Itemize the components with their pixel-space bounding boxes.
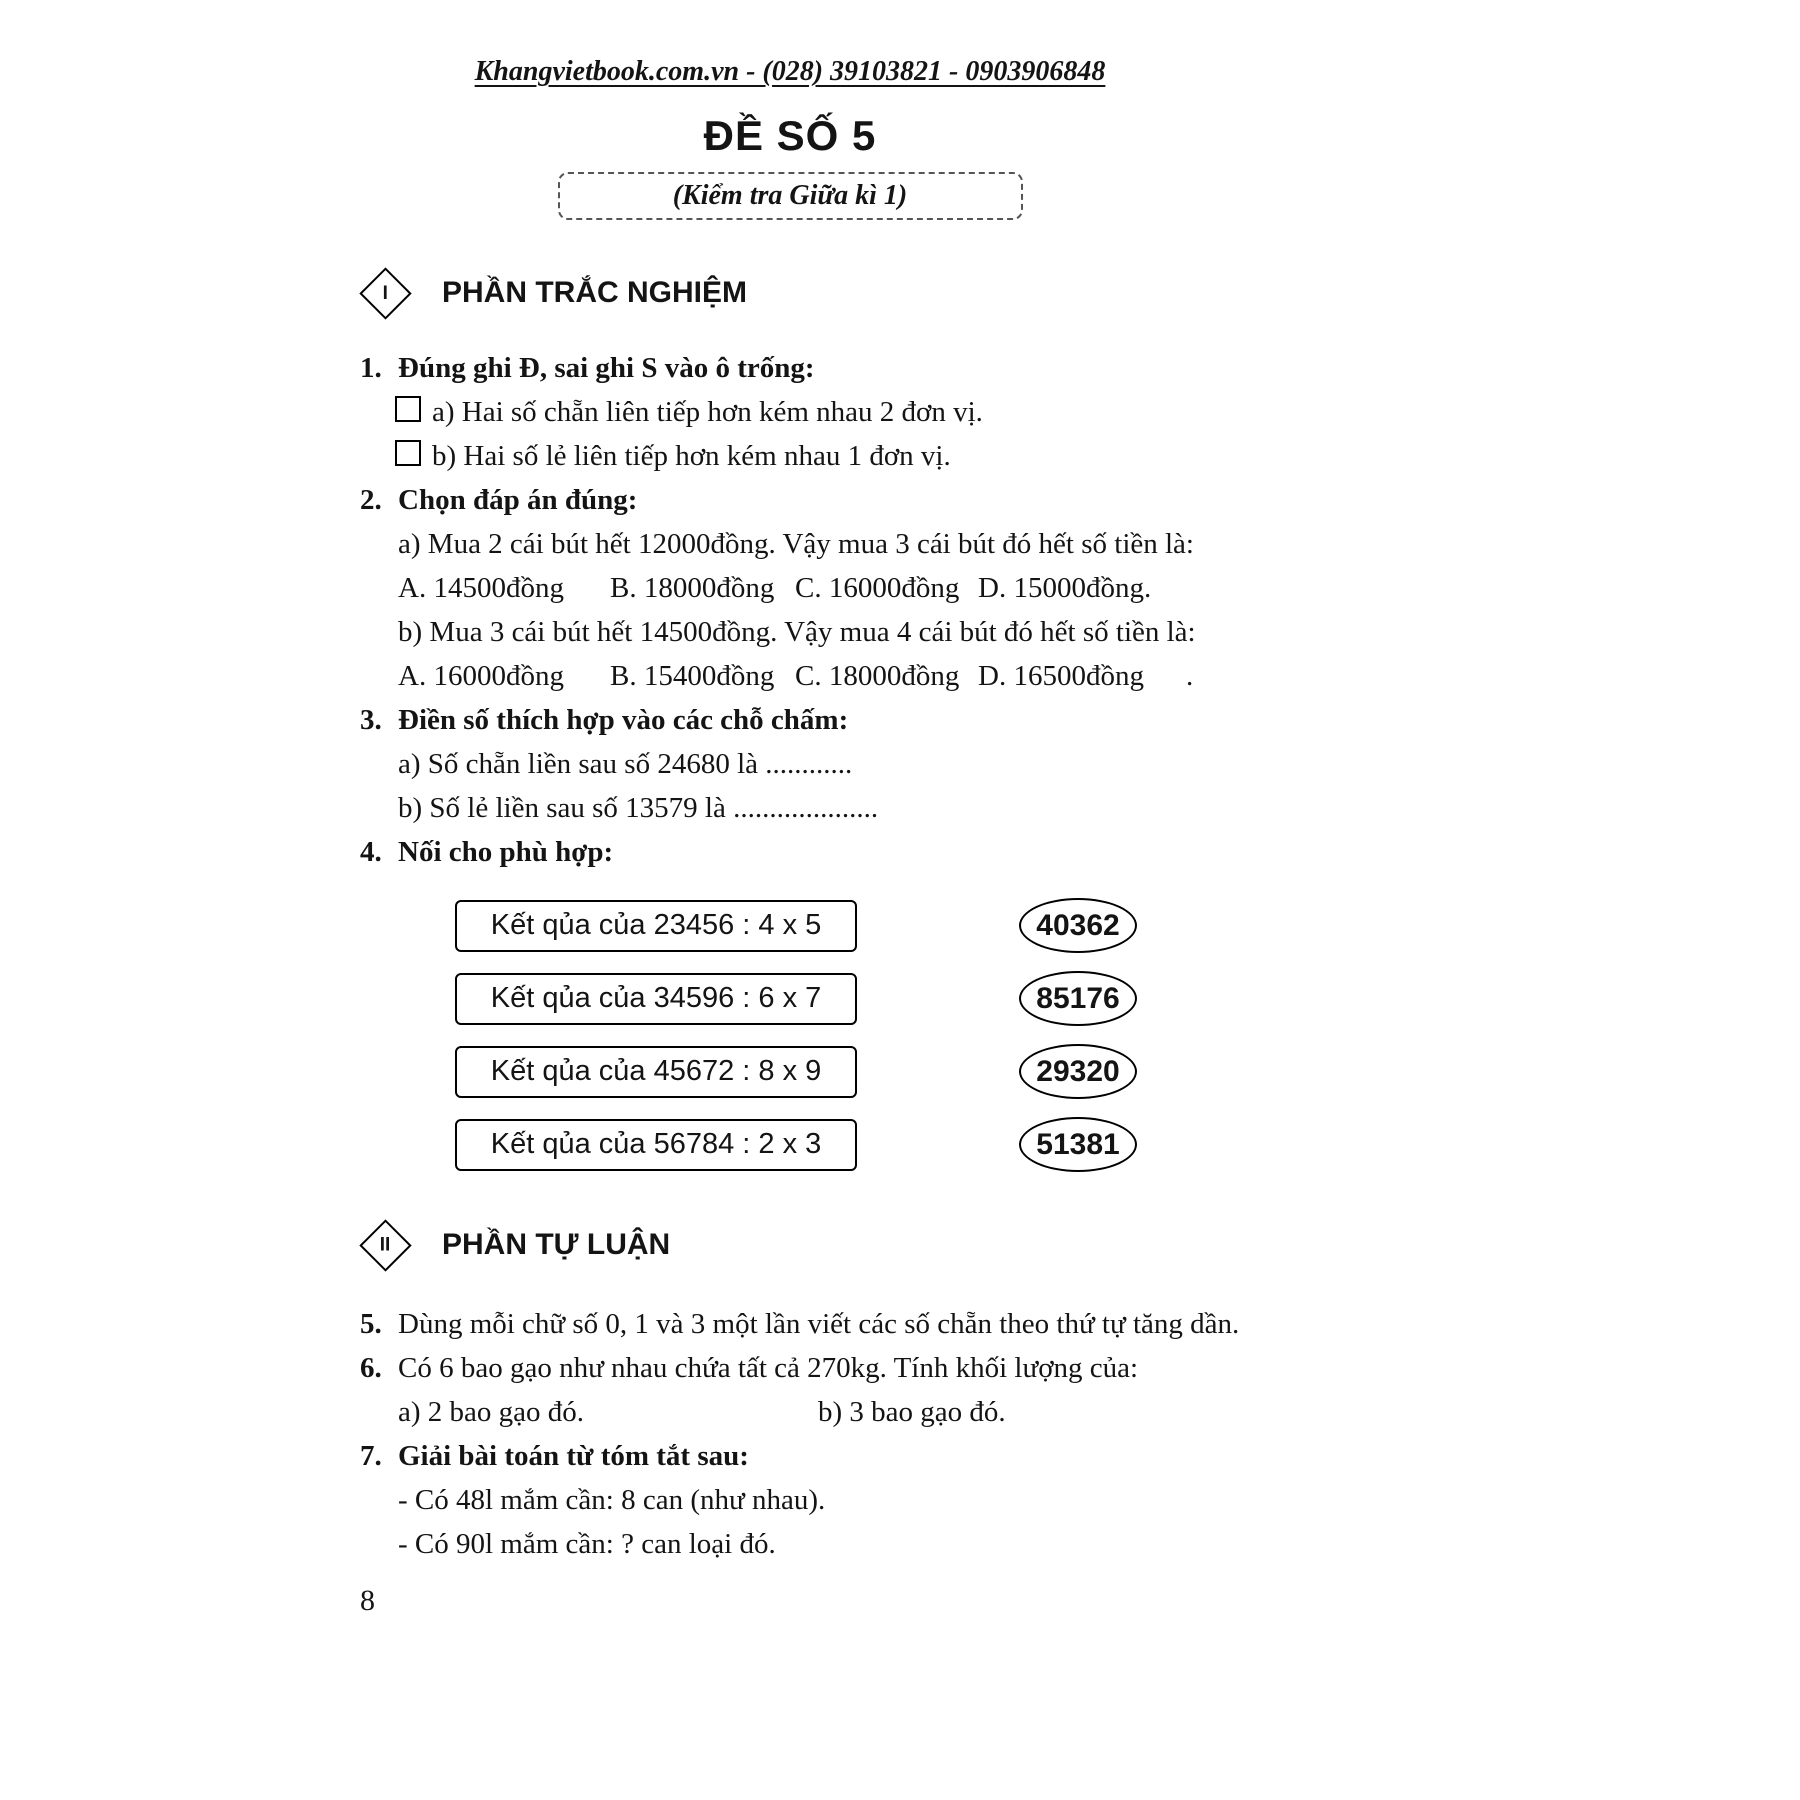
page-number: 8 xyxy=(360,1584,375,1617)
question-heading: Nối cho phù hợp: xyxy=(398,836,614,868)
section-numeral: I xyxy=(382,282,389,303)
match-expression-box: Kết qủa của 23456 : 4 x 5 xyxy=(455,900,857,952)
checkbox-item-label: a) Hai số chẵn liên tiếp hơn kém nhau 2 đơn vị. xyxy=(432,396,983,428)
summary-line: - Có 90l mắm cần: ? can loại đó. xyxy=(398,1528,776,1560)
match-answer-oval: 40362 xyxy=(1019,898,1137,953)
answer-checkbox xyxy=(395,396,421,422)
blank-line: a) Số chẵn liền sau số 24680 là ............ xyxy=(398,748,853,780)
question-1-item-b xyxy=(395,434,1345,478)
question-2a-text: a) Mua 2 cái bút hết 12000đồng. Vậy mua 3 cái bút đó hết số tiền là: xyxy=(398,528,1194,560)
option-label: A. 14500đồng xyxy=(398,572,564,604)
question-2 xyxy=(360,478,1345,522)
option-label: D. 15000đồng. xyxy=(978,572,1152,604)
question-7 xyxy=(360,1434,1345,1478)
option-label: C. 16000đồng xyxy=(795,572,960,604)
option-label: A. 16000đồng xyxy=(398,660,564,692)
match-answer-oval: 51381 xyxy=(1019,1117,1137,1172)
question-number: 3. xyxy=(360,704,382,736)
match-expression-box: Kết qủa của 34596 : 6 x 7 xyxy=(455,973,857,1025)
question-6 xyxy=(360,1346,1345,1390)
match-row xyxy=(455,1117,1137,1172)
question-number: 5. xyxy=(360,1308,382,1340)
question-4 xyxy=(360,830,1345,874)
section-numeral: II xyxy=(380,1234,391,1255)
document-page xyxy=(235,0,1345,1618)
match-row xyxy=(455,898,1137,953)
question-heading: Điền số thích hợp vào các chỗ chấm: xyxy=(398,704,849,736)
section-marker-diamond xyxy=(359,1219,411,1271)
question-1 xyxy=(360,346,1345,390)
match-expression-box: Kết qủa của 45672 : 8 x 9 xyxy=(455,1046,857,1098)
option-label: D. 16500đồng xyxy=(978,660,1144,692)
option-suffix: . xyxy=(1185,660,1194,692)
option-label: C. 18000đồng xyxy=(795,660,960,692)
question-6-subparts xyxy=(398,1390,1345,1434)
question-heading: Chọn đáp án đúng: xyxy=(398,484,638,516)
question-2b-text: b) Mua 3 cái bút hết 14500đồng. Vậy mua 4 cái bút đó hết số tiền là: xyxy=(398,616,1196,648)
blank-line: b) Số lẻ liền sau số 13579 là .................... xyxy=(398,792,879,824)
answer-checkbox xyxy=(395,440,421,466)
question-heading: Giải bài toán từ tóm tắt sau: xyxy=(398,1440,749,1472)
subpart-a: a) 2 bao gạo đó. xyxy=(398,1396,585,1428)
question-3 xyxy=(360,698,1345,742)
question-number: 4. xyxy=(360,836,382,868)
section-one-header xyxy=(367,266,1345,320)
checkbox-item-label: b) Hai số lẻ liên tiếp hơn kém nhau 1 đơn vị. xyxy=(432,440,951,472)
question-number: 7. xyxy=(360,1440,382,1472)
section-two-header xyxy=(367,1218,1345,1272)
publisher-header: Khangvietbook.com.vn - (028) 39103821 - 0903906848 xyxy=(474,56,1106,87)
match-answer-oval: 85176 xyxy=(1019,971,1137,1026)
match-row xyxy=(455,971,1137,1026)
question-heading: Đúng ghi Đ, sai ghi S vào ô trống: xyxy=(398,352,815,384)
section-marker-diamond xyxy=(359,267,411,319)
question-text: Có 6 bao gạo như nhau chứa tất cả 270kg. Tính khối lượng của: xyxy=(398,1352,1139,1384)
section-title: PHẦN TRẮC NGHIỆM xyxy=(442,276,747,309)
section-title: PHẦN TỰ LUẬN xyxy=(442,1228,671,1261)
page-title: ĐỀ SỐ 5 xyxy=(703,112,877,159)
question-number: 6. xyxy=(360,1352,382,1384)
match-expression-box: Kết qủa của 56784 : 2 x 3 xyxy=(455,1119,857,1171)
question-2b-options xyxy=(398,654,1345,698)
question-1-item-a xyxy=(395,390,1345,434)
option-label: B. 18000đồng xyxy=(610,572,775,604)
option-label: B. 15400đồng xyxy=(610,660,775,692)
question-number: 2. xyxy=(360,484,382,516)
exam-subtitle: (Kiểm tra Giữa kì 1) xyxy=(672,180,908,211)
match-answer-oval: 29320 xyxy=(1019,1044,1137,1099)
question-5 xyxy=(360,1302,1345,1346)
question-2a-options xyxy=(398,566,1345,610)
matching-exercise xyxy=(235,898,1345,1172)
match-row xyxy=(455,1044,1137,1099)
summary-line: - Có 48l mắm cần: 8 can (như nhau). xyxy=(398,1484,826,1516)
exam-subtitle-box xyxy=(558,172,1023,220)
question-number: 1. xyxy=(360,352,382,384)
question-text: Dùng mỗi chữ số 0, 1 và 3 một lần viết các số chẵn theo thứ tự tăng dần. xyxy=(398,1308,1240,1340)
subpart-b: b) 3 bao gạo đó. xyxy=(818,1396,1006,1428)
